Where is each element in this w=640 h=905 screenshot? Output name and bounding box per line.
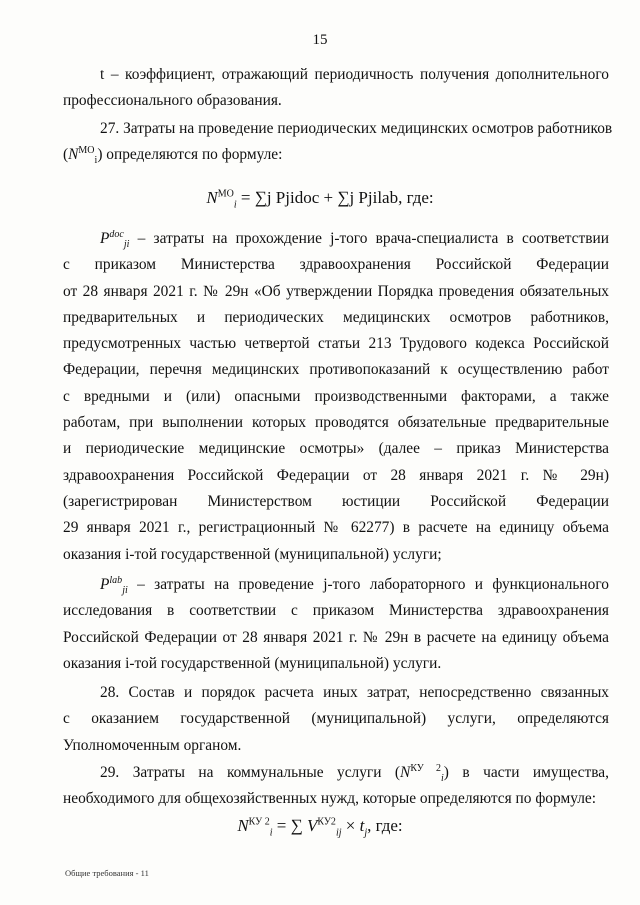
text-line: профессионального образования. <box>63 92 282 110</box>
formula-lhs-sup: МО <box>217 188 234 200</box>
text-line: предварительных и периодических медицинских осмотров работников, <box>63 308 609 326</box>
paragraph-t-coefficient <box>63 62 609 115</box>
text-line: и периодические медицинские осмотры» (далее – приказ Министерства <box>63 440 609 458</box>
formula-ku <box>0 816 640 839</box>
paragraph-plab <box>63 572 609 677</box>
paragraph-pdoc <box>63 226 609 568</box>
text-line: 29. Затраты на коммунальные услуги $(N^{КУ 2}_i)$ в части имущества, <box>100 762 609 785</box>
text-line: необходимого для общехозяйственных нужд, которые определяются по формуле: <box>63 790 597 808</box>
page-footer: Общие требования - 11 <box>65 868 149 878</box>
formula-rhs: = ∑j Pjidoc + ∑j Pjilab <box>240 188 399 207</box>
formula-times: × <box>345 816 356 835</box>
formula-v-sub: ij <box>335 827 342 839</box>
text-line: 28. Состав и порядок расчета иных затрат, непосредственно связанных <box>100 684 609 701</box>
text-fragment: – затраты на проведение j-того лабораторного и функционального <box>137 576 609 593</box>
symbol-sup: КУ 2 <box>410 762 441 774</box>
symbol-sub: i <box>440 773 444 785</box>
formula-equals-sum: = ∑ <box>276 816 303 835</box>
text-fragment: 29. Затраты на коммунальные услуги <box>100 764 382 781</box>
text-line: $(N^{МО}_i)$ определяются по формуле: <box>63 145 283 167</box>
page-number: 15 <box>312 32 328 48</box>
text-fragment: – затраты на прохождение j-того врача-специалиста в соответствии <box>137 230 609 247</box>
symbol-n: N <box>68 146 79 164</box>
text-line: 29 января 2021 г., регистрационный № 62277) в расчете на единицу объема <box>63 519 609 537</box>
text-line: оказания i-той государственной (муниципальной) услуги; <box>63 545 442 563</box>
paragraph-29 <box>63 760 609 813</box>
formula-mo <box>0 188 640 211</box>
symbol-sup: lab <box>109 574 123 586</box>
text-line: оказания i-той государственной (муниципальной) услуги. <box>63 654 442 672</box>
paragraph-28 <box>63 680 609 759</box>
formula-lhs-sub: i <box>269 827 273 839</box>
text-line: здравоохранения Российской Федерации от 28 января 2021 г. № 29н) <box>63 466 609 484</box>
text-line: работам, при выполнении которых проводятся обязательные предварительные <box>63 414 609 432</box>
formula-lhs: N <box>206 188 218 207</box>
text-line: Уполномоченным органом. <box>63 736 242 754</box>
text-fragment: в части имущества, <box>462 764 609 781</box>
symbol-p: P <box>100 576 110 593</box>
text-line: с приказом Министерства здравоохранения Российской Федерации <box>63 256 609 274</box>
symbol-n: N <box>400 764 411 781</box>
text-line: t – коэффициент, отражающий периодичность получения дополнительного <box>100 66 609 83</box>
formula-lhs-sup: КУ 2 <box>248 816 270 828</box>
text-fragment: определяются по формуле: <box>106 146 283 164</box>
formula-tail: , где: <box>367 816 403 835</box>
symbol-p: P <box>100 230 110 247</box>
text-line: с оказанием государственной (муниципальной) услуги, определяются <box>63 710 609 728</box>
formula-v-sup: КУ2 <box>317 816 336 828</box>
text-line: Российской Федерации от 28 января 2021 г. № 29н в расчете на единицу объема <box>63 628 609 646</box>
formula-t: t <box>359 816 365 835</box>
text-line <box>63 572 609 598</box>
paragraph-27 <box>63 116 613 169</box>
text-line: с вредными и (или) опасными производственными факторами, а также <box>63 387 609 405</box>
formula-lhs: N <box>237 816 249 835</box>
symbol-sub: ji <box>123 239 130 251</box>
formula-v: V <box>306 816 318 835</box>
symbol-sup: МО <box>78 145 95 157</box>
text-line: предусмотренных частью четвертой статьи 213 Трудового кодекса Российской <box>63 335 609 353</box>
symbol-sub: i <box>94 155 98 167</box>
symbol-sup: doc <box>109 228 124 240</box>
text-line: от 28 января 2021 г. № 29н «Об утверждении Порядка проведения обязательных <box>63 282 609 300</box>
text-line: Федерации, перечня медицинских противопоказаний к осуществлению работ <box>63 361 609 379</box>
formula-t-sub: j <box>364 827 368 839</box>
formula-lhs-sub: i <box>233 199 237 211</box>
text-line <box>63 226 609 252</box>
text-line: исследования в соответствии с приказом Министерства здравоохранения <box>63 602 609 620</box>
text-line: (зарегистрирован Министерством юстиции Российской Федерации <box>63 492 609 510</box>
formula-tail: , где: <box>398 188 434 207</box>
symbol-sub: ji <box>122 585 128 597</box>
text-line: 27. Затраты на проведение периодических медицинских осмотров работников <box>100 120 613 137</box>
